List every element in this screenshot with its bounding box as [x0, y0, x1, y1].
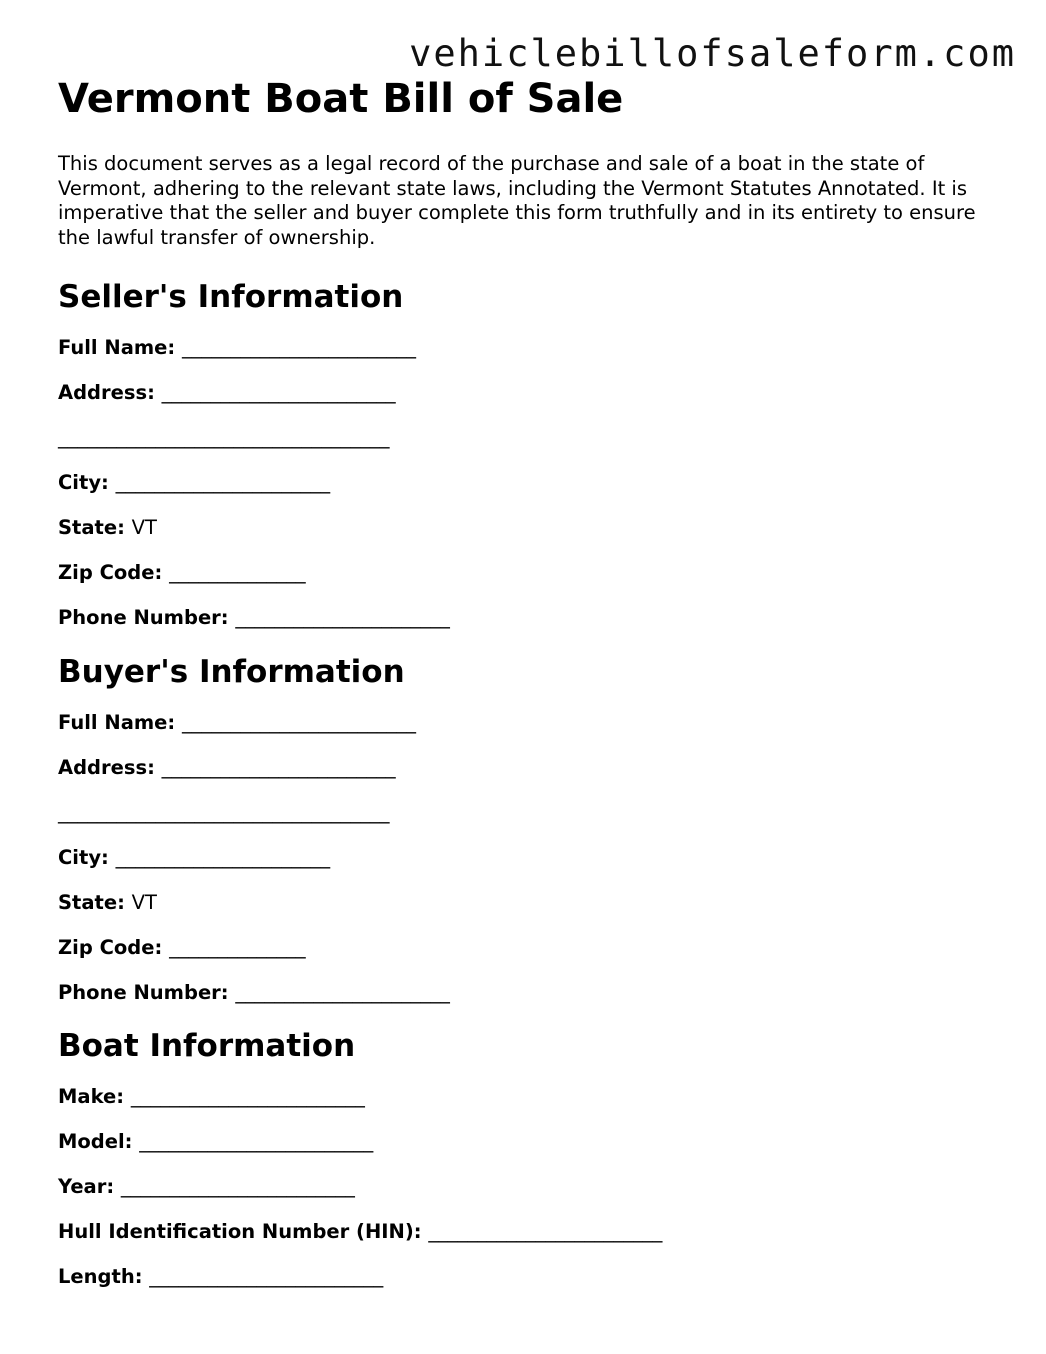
seller-phone-field[interactable] — [58, 606, 998, 630]
field-blank[interactable]: __________________________________ — [58, 426, 390, 449]
field-label: Model: — [58, 1130, 140, 1153]
seller-state-field — [58, 516, 998, 540]
buyer-section — [58, 654, 998, 1005]
field-blank[interactable]: ______________________ — [115, 846, 331, 869]
field-value: VT — [131, 516, 157, 539]
boat-year-field[interactable] — [58, 1175, 998, 1199]
boat-heading: Boat Information — [58, 1028, 356, 1064]
field-blank[interactable]: ________________________ — [161, 756, 396, 779]
field-blank[interactable]: ______________________ — [235, 606, 450, 629]
boat-section — [58, 1028, 998, 1289]
boat-make-field[interactable] — [58, 1085, 998, 1109]
field-blank[interactable]: ______________ — [169, 561, 306, 584]
seller-address-line2-field[interactable] — [58, 426, 998, 450]
field-blank[interactable]: ______________________ — [115, 471, 331, 494]
buyer-full-name-field[interactable] — [58, 711, 998, 735]
field-blank[interactable]: ________________________ — [161, 381, 396, 404]
buyer-address-line2-field[interactable] — [58, 801, 998, 825]
buyer-address-field[interactable] — [58, 756, 998, 780]
field-label: Hull Identification Number (HIN): — [58, 1220, 429, 1243]
intro-paragraph: This document serves as a legal record of the purchase and sale of a boat in the state of Vermont, adhering to the relevant state laws, including the Vermont Statutes Annotated. It is imperative that the seller and buyer complete this form truthfully and in its entirety to ensure the lawful transfer of ownership. — [58, 152, 976, 249]
boat-length-field[interactable] — [58, 1265, 998, 1289]
document-body — [58, 74, 998, 1310]
seller-heading: Seller's Information — [58, 279, 404, 315]
field-label: Zip Code: — [58, 936, 170, 959]
field-blank[interactable]: ________________________ — [139, 1130, 374, 1153]
field-label: Make: — [58, 1085, 131, 1108]
field-blank[interactable]: __________________________________ — [58, 801, 390, 824]
field-label: Year: — [58, 1175, 121, 1198]
seller-city-field[interactable] — [58, 471, 998, 495]
buyer-zip-field[interactable] — [58, 936, 998, 960]
seller-section — [58, 279, 998, 630]
field-blank[interactable]: ________________________ — [120, 1175, 355, 1198]
field-label: Zip Code: — [58, 561, 170, 584]
field-label: State: — [58, 891, 132, 914]
field-label: Address: — [58, 381, 162, 404]
seller-address-field[interactable] — [58, 381, 998, 405]
field-label: City: — [58, 846, 116, 869]
field-label: Full Name: — [58, 336, 182, 359]
boat-model-field[interactable] — [58, 1130, 998, 1154]
field-blank[interactable]: ______________ — [169, 936, 306, 959]
field-label: Full Name: — [58, 711, 182, 734]
field-label: Address: — [58, 756, 162, 779]
field-label: City: — [58, 471, 116, 494]
field-blank[interactable]: ________________________ — [149, 1265, 384, 1288]
field-blank[interactable]: ________________________ — [428, 1220, 663, 1243]
field-value: VT — [131, 891, 157, 914]
buyer-heading: Buyer's Information — [58, 654, 405, 690]
buyer-state-field — [58, 891, 998, 915]
field-label: Phone Number: — [58, 606, 236, 629]
field-label: Length: — [58, 1265, 150, 1288]
boat-hin-field[interactable] — [58, 1220, 998, 1244]
seller-zip-field[interactable] — [58, 561, 998, 585]
buyer-city-field[interactable] — [58, 846, 998, 870]
seller-full-name-field[interactable] — [58, 336, 998, 360]
site-watermark: vehiclebillofsaleform.com — [409, 32, 1016, 75]
field-blank[interactable]: ________________________ — [130, 1085, 365, 1108]
page-title: Vermont Boat Bill of Sale — [58, 76, 624, 122]
field-blank[interactable]: ______________________ — [235, 981, 450, 1004]
field-label: State: — [58, 516, 132, 539]
field-label: Phone Number: — [58, 981, 236, 1004]
field-blank[interactable]: ________________________ — [182, 711, 416, 734]
buyer-phone-field[interactable] — [58, 981, 998, 1005]
field-blank[interactable]: ________________________ — [182, 336, 416, 359]
